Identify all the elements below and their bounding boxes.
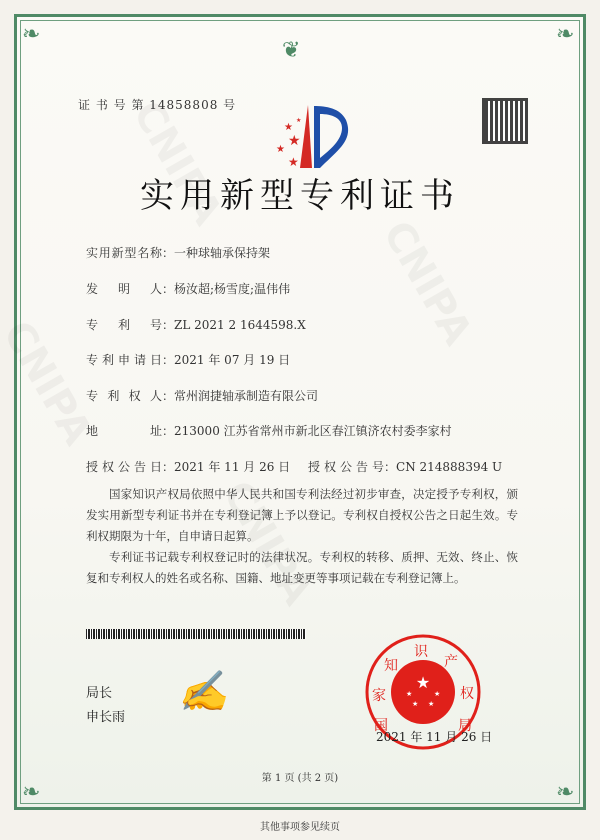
svg-text:★: ★	[412, 700, 419, 708]
field-label: 专利权人	[86, 389, 162, 403]
legal-paragraph: 专利证书记载专利权登记时的法律状况。专利权的转移、质押、无效、终止、恢复和专利权人的姓名或名称、国籍、地址变更等事项记载在专利登记簿上。	[86, 550, 518, 585]
field-address: 地址：213000 江苏省常州市新北区春江镇济农村委李家村	[86, 424, 452, 438]
svg-text:产: 产	[444, 654, 458, 670]
field-label: 授权公告日	[86, 460, 162, 474]
field-value: 杨汝超;杨雪度;温伟伟	[174, 282, 291, 296]
field-label: 地址	[86, 424, 162, 438]
director-title: 局长	[86, 686, 113, 701]
field-value: 常州润捷轴承制造有限公司	[174, 389, 319, 403]
svg-text:家: 家	[372, 688, 386, 704]
field-value: 213000 江苏省常州市新北区春江镇济农村委李家村	[174, 424, 452, 438]
svg-text:知: 知	[384, 658, 398, 674]
svg-text:★: ★	[428, 700, 435, 708]
field-announcement-number: 授权公告号：CN 214888394 U	[308, 460, 503, 474]
svg-text:★: ★	[288, 133, 301, 149]
field-label: 发明人	[86, 282, 162, 296]
top-ornament: ❦	[282, 38, 301, 63]
svg-text:国: 国	[374, 718, 388, 734]
cnipa-logo	[258, 100, 358, 170]
field-patentee: 专利权人：常州润捷轴承制造有限公司	[86, 389, 319, 403]
corner-ornament: ❧	[556, 780, 575, 805]
field-value: 一种球轴承保持架	[174, 246, 271, 260]
field-utility-name: 实用新型名称：一种球轴承保持架	[86, 246, 271, 260]
page-title: 实用新型专利证书	[140, 176, 460, 216]
field-application-date: 专利申请日：2021 年 07 月 19 日	[86, 353, 291, 367]
barcode	[86, 629, 306, 639]
corner-ornament: ❧	[556, 22, 575, 47]
field-value: CN 214888394 U	[396, 460, 503, 474]
svg-text:权: 权	[460, 686, 474, 702]
svg-text:局: 局	[458, 718, 472, 734]
svg-text:★: ★	[434, 690, 441, 698]
field-grant-date: 授权公告日：2021 年 11 月 26 日	[86, 460, 291, 474]
field-label: 实用新型名称	[86, 246, 162, 260]
field-patent-number: 专利号：ZL 2021 2 1644598.X	[86, 318, 306, 332]
field-label: 授权公告号	[308, 460, 384, 474]
certificate-number: 证 书 号 第 14858808 号	[78, 98, 237, 112]
continued-note: 其他事项参见续页	[260, 822, 340, 833]
svg-text:★: ★	[296, 117, 302, 124]
svg-text:★: ★	[406, 690, 413, 698]
qr-code	[482, 98, 528, 144]
field-label: 专利号	[86, 318, 162, 332]
field-value: ZL 2021 2 1644598.X	[174, 318, 306, 332]
handwritten-signature: ✍	[178, 669, 232, 715]
svg-text:★: ★	[288, 155, 299, 169]
svg-text:★: ★	[415, 673, 431, 692]
corner-ornament: ❧	[22, 780, 41, 805]
corner-ornament: ❧	[22, 22, 41, 47]
director-name: 申长雨	[86, 710, 126, 725]
field-label: 专利申请日	[86, 353, 162, 367]
svg-text:★: ★	[276, 144, 285, 155]
legal-paragraph: 国家知识产权局依照中华人民共和国专利法经过初步审查，决定授予专利权，颁发实用新型专利证书并在专利登记簿上予以登记。专利权自授权公告之日起生效。专利权期限为十年，自申请日起算。	[86, 487, 518, 543]
seal-date: 2021 年 11 月 26 日	[376, 730, 493, 744]
field-value: 2021 年 11 月 26 日	[174, 460, 291, 474]
page-indicator: 第 1 页 (共 2 页)	[261, 773, 339, 784]
field-inventors: 发明人：杨汝超;杨雪度;温伟伟	[86, 282, 291, 296]
svg-text:★: ★	[284, 122, 293, 133]
svg-text:识: 识	[414, 644, 428, 660]
field-value: 2021 年 07 月 19 日	[174, 353, 291, 367]
